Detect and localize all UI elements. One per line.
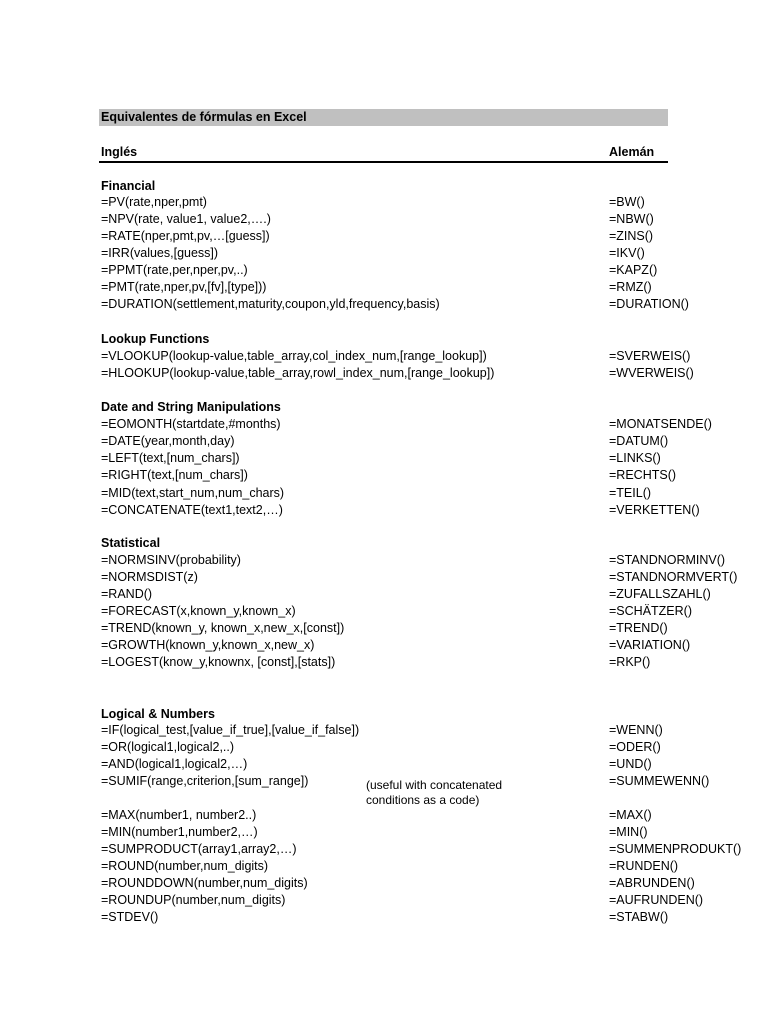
formula-english: =DATE(year,month,day) bbox=[101, 434, 235, 448]
formula-german: =ABRUNDEN() bbox=[609, 876, 695, 890]
formula-german: =STANDNORMVERT() bbox=[609, 570, 738, 584]
formula-german: =VERKETTEN() bbox=[609, 503, 700, 517]
table-row bbox=[0, 502, 768, 519]
formula-german: =BW() bbox=[609, 195, 645, 209]
column-header-german: Alemán bbox=[609, 145, 655, 159]
formula-english: =RIGHT(text,[num_chars]) bbox=[101, 468, 248, 482]
section-title-lookup: Lookup Functions bbox=[101, 332, 210, 346]
formula-german: =RMZ() bbox=[609, 280, 652, 294]
formula-english: =RATE(nper,pmt,pv,…[guess]) bbox=[101, 229, 270, 243]
sumif-note: (useful with concatenated conditions as a code) bbox=[366, 778, 503, 807]
section-title-logical-numbers: Logical & Numbers bbox=[101, 707, 215, 721]
formula-german: =ZUFALLSZAHL() bbox=[609, 587, 711, 601]
formula-german: =RECHTS() bbox=[609, 468, 677, 482]
table-row bbox=[0, 909, 768, 926]
formula-german: =MIN() bbox=[609, 825, 648, 839]
formula-german: =SUMMENPRODUKT() bbox=[609, 842, 742, 856]
table-row bbox=[0, 824, 768, 841]
table-row bbox=[0, 416, 768, 433]
formula-english: =PMT(rate,nper,pv,[fv],[type])) bbox=[101, 280, 267, 294]
section-title-statistical: Statistical bbox=[101, 536, 161, 550]
formula-german: =ZINS() bbox=[609, 229, 654, 243]
formula-german: =AUFRUNDEN() bbox=[609, 893, 704, 907]
table-row bbox=[0, 552, 768, 569]
formula-english: =NPV(rate, value1, value2,….) bbox=[101, 212, 271, 226]
formula-english: =TREND(known_y, known_x,new_x,[const]) bbox=[101, 621, 345, 635]
formula-english: =PPMT(rate,per,nper,pv,..) bbox=[101, 263, 248, 277]
formula-english: =ROUNDDOWN(number,num_digits) bbox=[101, 876, 308, 890]
title-bar bbox=[99, 109, 668, 126]
formula-german: =DURATION() bbox=[609, 297, 689, 311]
table-row bbox=[0, 433, 768, 450]
formula-english: =OR(logical1,logical2,..) bbox=[101, 740, 235, 754]
formula-english: =NORMSINV(probability) bbox=[101, 553, 241, 567]
table-row bbox=[0, 807, 768, 824]
formula-german: =DATUM() bbox=[609, 434, 669, 448]
formula-german: =MONATSENDE() bbox=[609, 417, 712, 431]
table-row bbox=[0, 756, 768, 773]
formula-german: =STANDNORMINV() bbox=[609, 553, 726, 567]
table-row bbox=[0, 569, 768, 586]
formula-german: =WVERWEIS() bbox=[609, 366, 694, 380]
table-row bbox=[0, 722, 768, 739]
table-row bbox=[0, 485, 768, 502]
formula-german: =NBW() bbox=[609, 212, 654, 226]
table-row bbox=[0, 858, 768, 875]
formula-english: =LOGEST(know_y,knownx, [const],[stats]) bbox=[101, 655, 336, 669]
formula-german: =MAX() bbox=[609, 808, 652, 822]
table-row bbox=[0, 739, 768, 756]
formula-english: =MIN(number1,number2,…) bbox=[101, 825, 258, 839]
table-row bbox=[0, 603, 768, 620]
table-row bbox=[0, 586, 768, 603]
table-row bbox=[0, 467, 768, 484]
table-row bbox=[0, 194, 768, 211]
table-row bbox=[0, 620, 768, 637]
formula-english: =DURATION(settlement,maturity,coupon,yld,frequency,basis) bbox=[101, 297, 440, 311]
formula-english: =RAND() bbox=[101, 587, 153, 601]
formula-german: =SVERWEIS() bbox=[609, 349, 691, 363]
formula-german: =SUMMEWENN() bbox=[609, 774, 710, 788]
formula-english: =LEFT(text,[num_chars]) bbox=[101, 451, 240, 465]
formula-english: =NORMSDIST(z) bbox=[101, 570, 198, 584]
table-row bbox=[0, 348, 768, 365]
table-row bbox=[0, 296, 768, 313]
formula-english: =GROWTH(known_y,known_x,new_x) bbox=[101, 638, 315, 652]
formula-english: =IRR(values,[guess]) bbox=[101, 246, 219, 260]
formula-german: =KAPZ() bbox=[609, 263, 658, 277]
table-row bbox=[0, 875, 768, 892]
table-row bbox=[0, 637, 768, 654]
formula-english: =VLOOKUP(lookup-value,table_array,col_index_num,[range_lookup]) bbox=[101, 349, 487, 363]
table-row bbox=[0, 654, 768, 671]
formula-english: =CONCATENATE(text1,text2,…) bbox=[101, 503, 283, 517]
formula-english: =IF(logical_test,[value_if_true],[value_if_false]) bbox=[101, 723, 360, 737]
table-row bbox=[0, 279, 768, 296]
formula-german: =WENN() bbox=[609, 723, 663, 737]
table-row bbox=[0, 450, 768, 467]
formula-german: =TREND() bbox=[609, 621, 668, 635]
column-header-english: Inglés bbox=[101, 145, 138, 159]
table-row bbox=[0, 211, 768, 228]
formula-english: =SUMPRODUCT(array1,array2,…) bbox=[101, 842, 297, 856]
formula-english: =PV(rate,nper,pmt) bbox=[101, 195, 207, 209]
document-title: Equivalentes de fórmulas en Excel bbox=[101, 110, 307, 124]
table-row bbox=[0, 892, 768, 909]
formula-german: =LINKS() bbox=[609, 451, 661, 465]
section-title-financial: Financial bbox=[101, 179, 156, 193]
formula-english: =HLOOKUP(lookup-value,table_array,rowl_index_num,[range_lookup]) bbox=[101, 366, 495, 380]
table-row bbox=[0, 841, 768, 858]
table-row bbox=[0, 228, 768, 245]
formula-german: =IKV() bbox=[609, 246, 645, 260]
header-divider bbox=[99, 161, 668, 163]
formula-german: =ODER() bbox=[609, 740, 661, 754]
formula-english: =MID(text,start_num,num_chars) bbox=[101, 486, 285, 500]
table-row bbox=[0, 262, 768, 279]
formula-english: =ROUNDUP(number,num_digits) bbox=[101, 893, 286, 907]
formula-english: =STDEV() bbox=[101, 910, 159, 924]
formula-english: =ROUND(number,num_digits) bbox=[101, 859, 269, 873]
formula-german: =RKP() bbox=[609, 655, 651, 669]
section-title-date-string: Date and String Manipulations bbox=[101, 400, 281, 414]
formula-english: =SUMIF(range,criterion,[sum_range]) bbox=[101, 774, 309, 788]
table-row bbox=[0, 365, 768, 382]
formula-german: =RUNDEN() bbox=[609, 859, 679, 873]
formula-german: =STABW() bbox=[609, 910, 669, 924]
formula-german: =UND() bbox=[609, 757, 652, 771]
formula-german: =SCHÄTZER() bbox=[609, 604, 692, 618]
formula-english: =AND(logical1,logical2,…) bbox=[101, 757, 248, 771]
formula-english: =EOMONTH(startdate,#months) bbox=[101, 417, 281, 431]
formula-english: =MAX(number1, number2..) bbox=[101, 808, 257, 822]
table-row bbox=[0, 245, 768, 262]
formula-german: =VARIATION() bbox=[609, 638, 691, 652]
formula-german: =TEIL() bbox=[609, 486, 652, 500]
formula-english: =FORECAST(x,known_y,known_x) bbox=[101, 604, 296, 618]
